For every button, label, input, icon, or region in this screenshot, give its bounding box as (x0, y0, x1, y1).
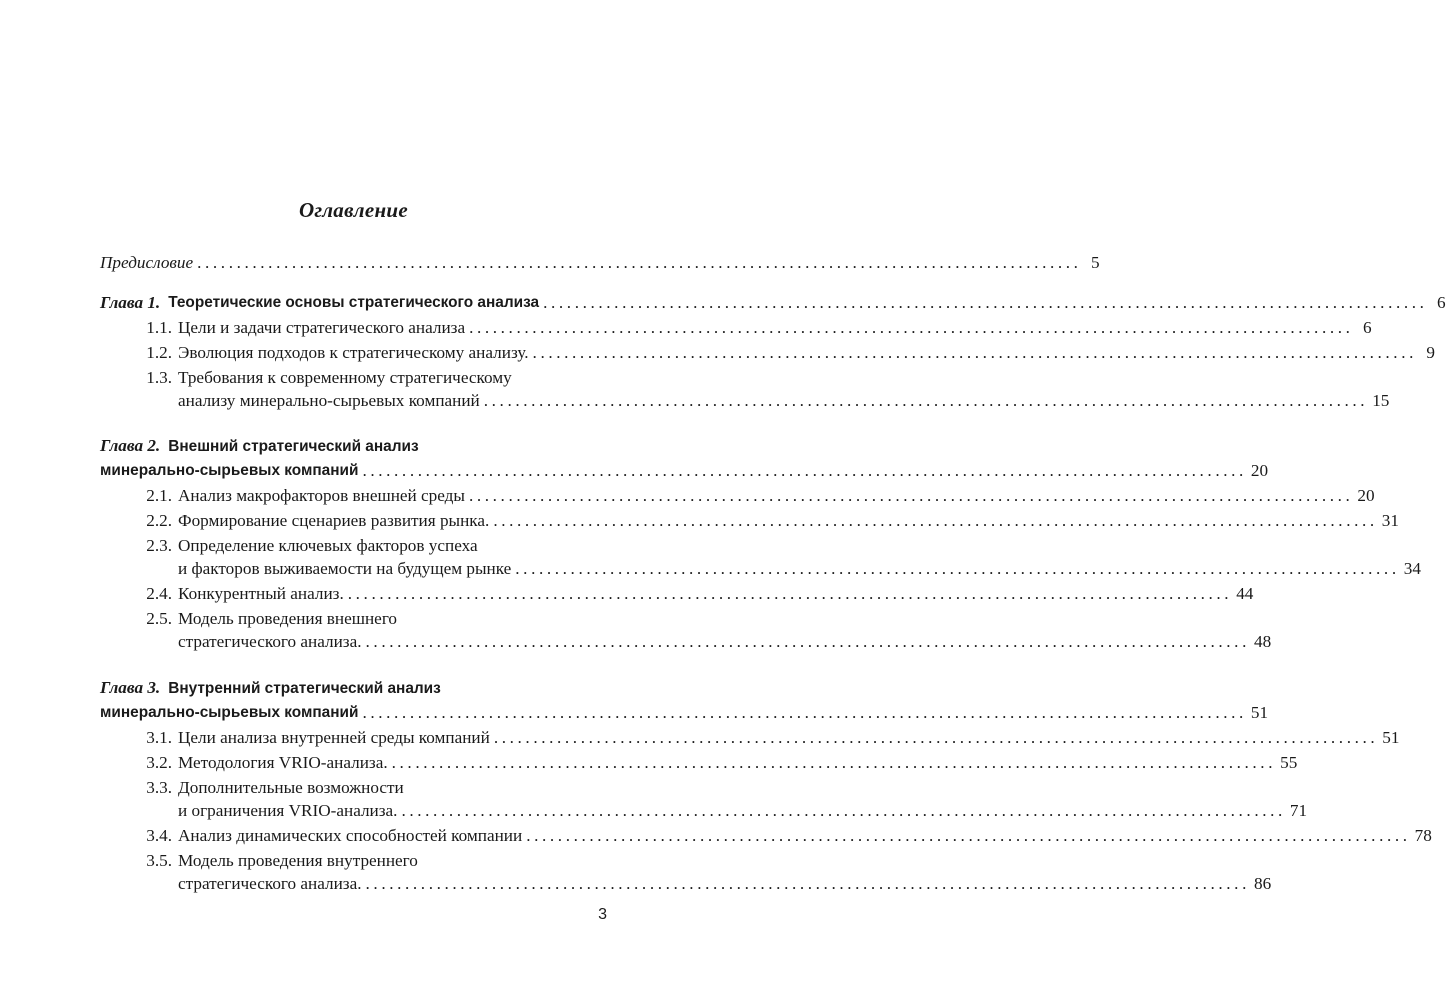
page-number: 78 (1414, 826, 1432, 845)
section-number: 1.3. (146, 368, 172, 387)
dot-leader: ................................................................................................................ (362, 461, 1247, 480)
dot-leader: ................................................................................................................ (483, 391, 1369, 410)
toc-entry-chapter-3-cont[interactable] (100, 702, 1269, 724)
page-number: 6 (1436, 293, 1446, 312)
dot-leader: ................................................................................................................ (391, 753, 1277, 772)
dot-leader: ................................................................................................................ (468, 486, 1354, 505)
dot-leader: ................................................................................................................ (543, 293, 1428, 312)
section-title-continued: стратегического анализа. (178, 632, 362, 651)
section-number: 2.3. (146, 536, 172, 555)
chapter-title: Теоретические основы стратегического анализа (168, 294, 540, 311)
page-folio-number: 3 (598, 906, 607, 923)
toc-entry-section-2-2[interactable] (136, 510, 1399, 532)
dot-leader: ................................................................................................................ (197, 253, 1082, 272)
dot-leader: ................................................................................................................ (493, 511, 1378, 530)
page-number: 51 (1250, 703, 1269, 722)
section-number: 3.5. (146, 851, 172, 870)
section-number: 2.1. (146, 486, 172, 505)
page-number: 51 (1382, 728, 1400, 747)
section-title-continued: анализу минерально-сырьевых компаний (178, 391, 480, 410)
page-number: 5 (1090, 253, 1100, 272)
toc-entry-section-2-3[interactable] (136, 535, 607, 557)
chapter-title: Внешний стратегический анализ (168, 438, 419, 455)
section-number: 3.4. (146, 826, 172, 845)
page-number: 55 (1280, 753, 1298, 772)
section-title: Дополнительные возможности (178, 778, 404, 797)
section-number: 2.5. (146, 609, 172, 628)
section-number: 3.3. (146, 778, 172, 797)
dot-leader: ................................................................................................................ (493, 728, 1379, 747)
section-number: 1.2. (146, 343, 172, 362)
page-number: 48 (1253, 632, 1272, 651)
section-title: Определение ключевых факторов успеха (178, 536, 478, 555)
section-number: 1.1. (146, 318, 172, 337)
section-title: Модель проведения внешнего (178, 609, 398, 628)
chapter-title-continued: минерально-сырьевых компаний (100, 462, 359, 479)
page-number: 86 (1253, 874, 1272, 893)
dot-leader: ................................................................................................................ (526, 826, 1411, 845)
page-number: 20 (1357, 486, 1375, 505)
toc-entry-chapter-1[interactable] (100, 292, 1446, 314)
chapter-label: Глава 2. (100, 436, 161, 455)
section-title: Анализ макрофакторов внешней среды (178, 486, 465, 505)
toc-entry-section-3-3-cont[interactable] (178, 800, 1308, 822)
chapter-title-continued: минерально-сырьевых компаний (100, 704, 359, 721)
toc-entry-preface[interactable] (100, 252, 1100, 274)
toc-entry-section-3-3[interactable] (136, 777, 607, 799)
toc-entry-section-2-4[interactable] (136, 583, 1254, 605)
page-number: 9 (1426, 343, 1435, 362)
dot-leader: ................................................................................................................ (515, 559, 1400, 578)
section-title: Эволюция подходов к стратегическому анализу. (178, 343, 529, 362)
toc-entry-section-1-3-cont[interactable] (178, 390, 1390, 412)
dot-leader: ................................................................................................................ (347, 584, 1233, 603)
section-title-continued: стратегического анализа. (178, 874, 362, 893)
toc-entry-chapter-3[interactable] (100, 677, 607, 699)
chapter-title: Внутренний стратегический анализ (168, 680, 441, 697)
toc-entry-section-3-4[interactable] (136, 825, 1432, 847)
toc-entry-section-2-3-cont[interactable] (178, 558, 1421, 580)
toc-entry-section-1-3[interactable] (136, 367, 607, 389)
section-title: Цели и задачи стратегического анализа (178, 318, 466, 337)
section-title: Цели анализа внутренней среды компаний (178, 728, 490, 747)
page-number: 20 (1250, 461, 1269, 480)
toc-entry-section-3-1[interactable] (136, 727, 1400, 749)
dot-leader: ................................................................................................................ (362, 703, 1247, 722)
chapter-label: Глава 1. (100, 293, 161, 312)
toc-entry-section-1-1[interactable] (136, 317, 1372, 339)
section-title: Анализ динамических способностей компании (178, 826, 523, 845)
section-number: 2.2. (146, 511, 172, 530)
toc-entry-chapter-2[interactable] (100, 435, 607, 457)
section-title-continued: и ограничения VRIO-анализа. (178, 801, 398, 820)
section-number: 3.1. (146, 728, 172, 747)
chapter-label: Глава 3. (100, 678, 161, 697)
toc-entry-section-2-5[interactable] (136, 608, 607, 630)
toc-entry-section-1-2[interactable] (136, 342, 1435, 364)
section-title: Методология VRIO-анализа. (178, 753, 388, 772)
preface-label: Предисловие (100, 253, 194, 272)
toc-entry-section-3-5[interactable] (136, 850, 607, 872)
dot-leader: ................................................................................................................ (365, 874, 1250, 893)
page-number: 31 (1381, 511, 1399, 530)
section-title: Модель проведения внутреннего (178, 851, 418, 870)
section-title: Формирование сценариев развития рынка. (178, 511, 490, 530)
toc-entry-section-3-5-cont[interactable] (178, 873, 1272, 895)
toc-entry-chapter-2-cont[interactable] (100, 460, 1269, 482)
dot-leader: ................................................................................................................ (532, 343, 1417, 362)
dot-leader: ................................................................................................................ (401, 801, 1286, 820)
section-title: Требования к современному стратегическому (178, 368, 512, 387)
section-title-continued: и факторов выживаемости на будущем рынке (178, 559, 512, 578)
toc-entry-section-3-2[interactable] (136, 752, 1298, 774)
page-number: 34 (1403, 559, 1421, 578)
page-number: 44 (1236, 584, 1254, 603)
section-number: 2.4. (146, 584, 172, 603)
page-number: 71 (1289, 801, 1308, 820)
dot-leader: ................................................................................................................ (365, 632, 1250, 651)
section-number: 3.2. (146, 753, 172, 772)
page-number: 15 (1372, 391, 1390, 410)
section-title: Конкурентный анализ. (178, 584, 344, 603)
toc-entry-section-2-1[interactable] (136, 485, 1375, 507)
page-number: 6 (1362, 318, 1372, 337)
toc-entry-section-2-5-cont[interactable] (178, 631, 1272, 653)
dot-leader: ................................................................................................................ (469, 318, 1354, 337)
toc-title: Оглавление (298, 198, 409, 222)
